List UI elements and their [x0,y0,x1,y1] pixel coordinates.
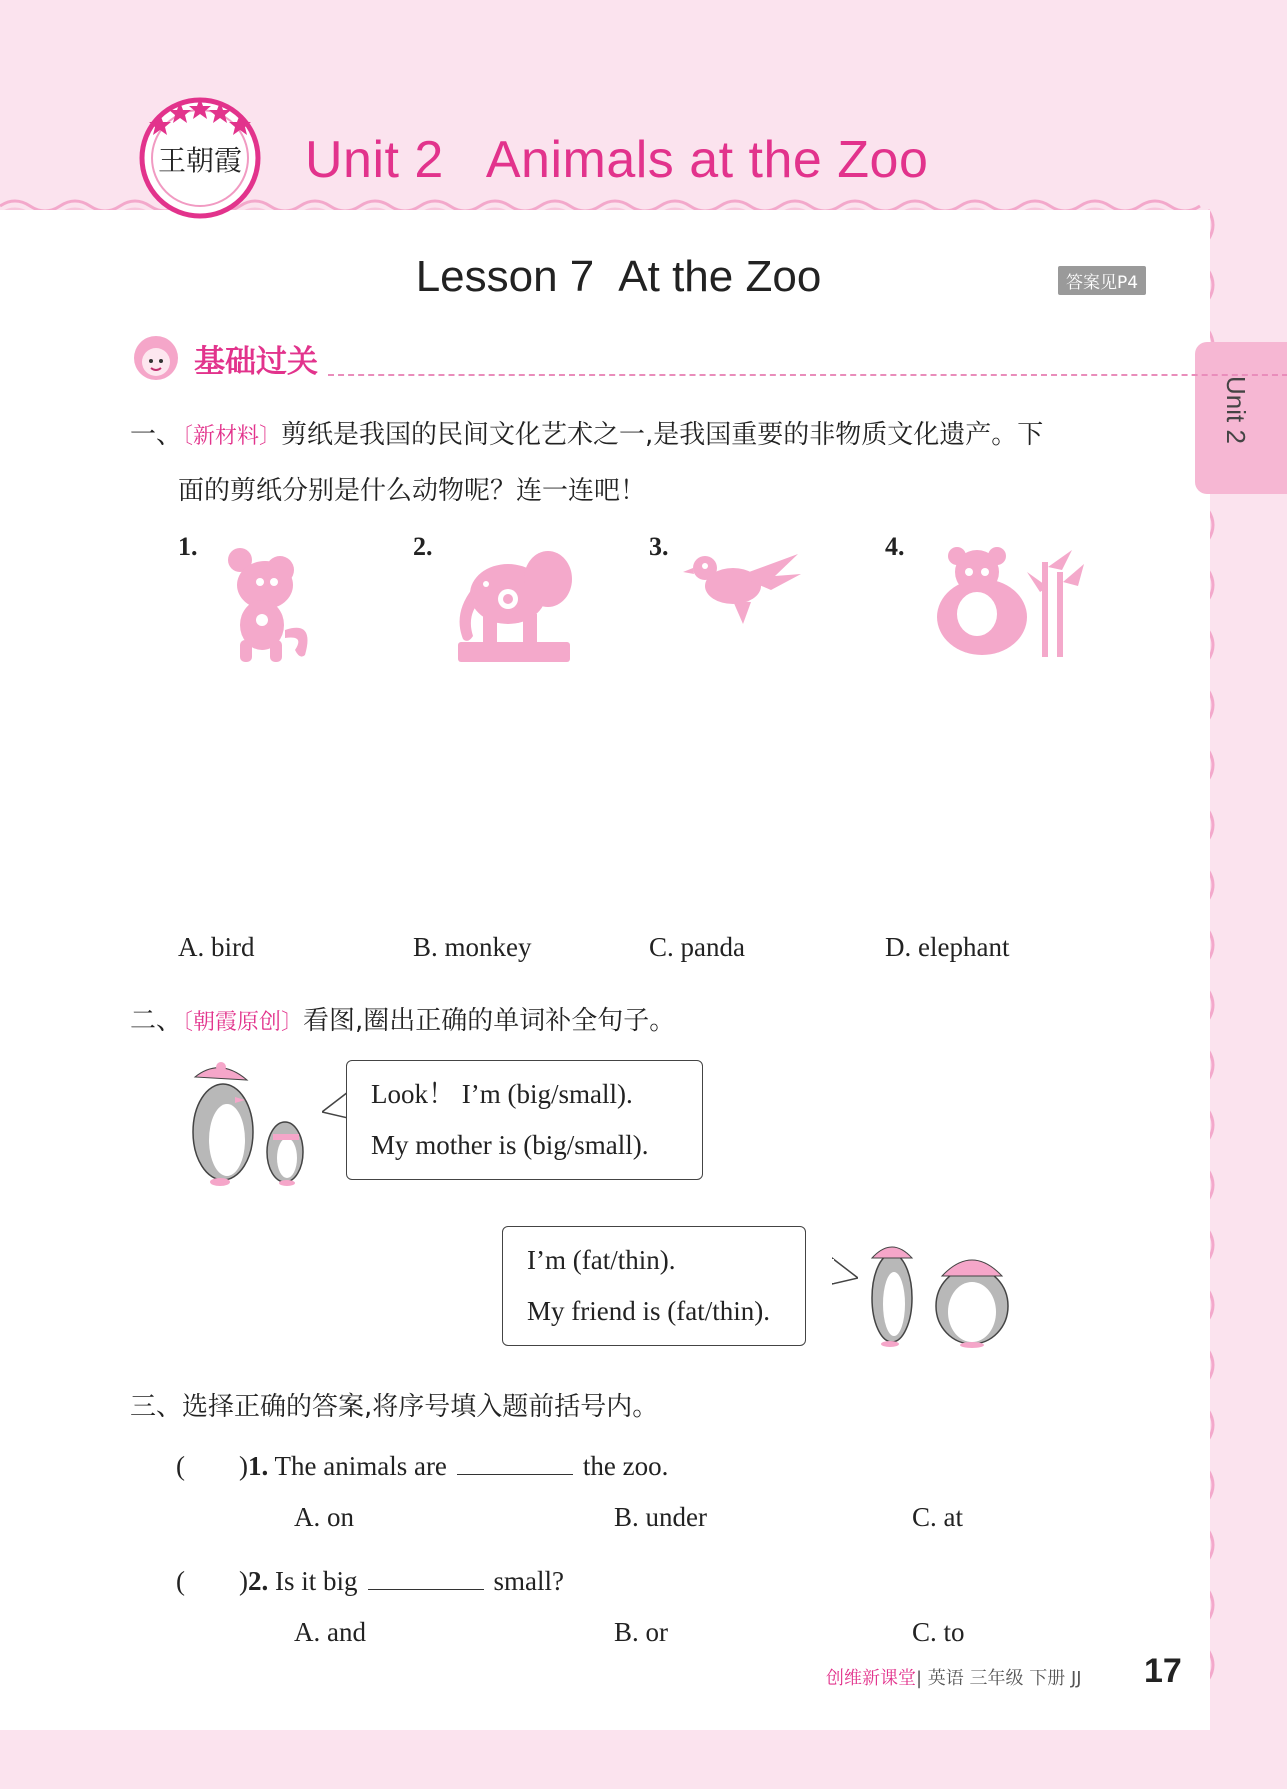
page-footer [826,1664,1082,1690]
bird-papercut-image [683,546,803,626]
panda-papercut-image [922,542,1087,662]
section-header [128,334,1168,384]
q1-number-3: 3. [649,532,669,561]
q3-item1-number: 1. [247,1451,269,1481]
section-title: 基础过关 [194,344,318,380]
brand-logo [138,96,262,220]
penguin-friends-illustration [860,1236,1015,1351]
q3-heading [130,1386,658,1423]
q3-item1-blank[interactable] [457,1454,573,1475]
speech-bubble-1 [346,1060,703,1180]
q1-tag: 〔新材料〕 [182,424,282,449]
bubble2-tail [832,1256,858,1286]
q3-prefix: 三、 [130,1392,183,1422]
q1-option-c: C. panda [649,932,745,962]
q1-number-2: 2. [413,532,433,561]
logo-text: 王朝霞 [157,144,243,177]
q3-item2-blank[interactable] [368,1569,484,1590]
section-divider [328,374,1287,376]
q3-item1-after: the zoo. [582,1451,669,1481]
bubble1-line2: My mother is (big/small). [371,1130,649,1160]
q1-line1 [130,414,1043,451]
q3-item2-answer-paren[interactable]: ( ) [176,1566,248,1596]
unit-label: Unit 2 [305,131,444,189]
lesson-name: At the Zoo [618,252,822,301]
q1-option-d: D. elephant [885,932,1010,962]
side-tab-label: Unit 2 [1221,376,1251,444]
q1-text-line1: 剪纸是我国的民间文化艺术之一,是我国重要的非物质文化遗产。下 [281,420,1044,450]
q3-item2-option-c: C. to [912,1617,965,1647]
bubble1-tail [322,1090,348,1120]
q2-tag: 〔朝霞原创〕 [182,1010,304,1035]
q3-item1-option-b: B. under [614,1502,707,1532]
q1-option-b: B. monkey [413,932,532,962]
q3-item-2 [176,1559,564,1598]
penguin-mother-child-illustration [175,1062,325,1187]
side-unit-tab [1195,342,1287,494]
q3-item1-before: The animals are [274,1451,447,1481]
q3-item1-answer-paren[interactable]: ( ) [176,1451,248,1481]
q3-item2-option-b: B. or [614,1617,668,1647]
q3-item1-option-c: C. at [912,1502,963,1532]
q3-item2-number: 2. [247,1566,269,1596]
lesson-number: Lesson 7 [415,252,595,301]
q3-item2-before: Is it big [274,1566,358,1596]
bubble2-line1: I’m (fat/thin). [527,1245,676,1275]
q2-text: 看图,圈出正确的单词补全句子。 [303,1006,676,1036]
q1-prefix: 一、 [130,420,183,450]
q3-item2-after: small? [493,1566,564,1596]
unit-title: Animals at the Zoo [485,131,929,189]
monkey-papercut-image [210,540,320,665]
q1-option-a: A. bird [178,932,255,962]
q2-prefix: 二、 [130,1006,183,1036]
bubble2-line2: My friend is (fat/thin). [527,1296,770,1326]
q3-item2-option-a: A. and [294,1617,366,1647]
q1-number-1: 1. [178,532,198,561]
q1-number-4: 4. [885,532,905,561]
q1-line2: 面的剪纸分别是什么动物呢？连一连吧！ [178,476,647,506]
speech-bubble-2 [502,1226,806,1346]
bubble1-line1: Look！ I’m (big/small). [371,1079,633,1109]
q3-text: 选择正确的答案,将序号填入题前括号内。 [182,1392,659,1422]
q3-item-1 [176,1444,668,1483]
girl-avatar-icon [128,334,184,384]
unit-header [305,130,928,190]
answer-reference-badge: 答案见P4 [1058,266,1146,295]
elephant-papercut-image [448,544,583,664]
page-number: 17 [1144,1652,1182,1690]
q2-heading [130,1000,675,1037]
footer-brand: 创维新课堂 [826,1668,916,1689]
footer-info: | 英语 三年级 下册 JJ [916,1668,1082,1689]
q3-item1-option-a: A. on [294,1502,354,1532]
